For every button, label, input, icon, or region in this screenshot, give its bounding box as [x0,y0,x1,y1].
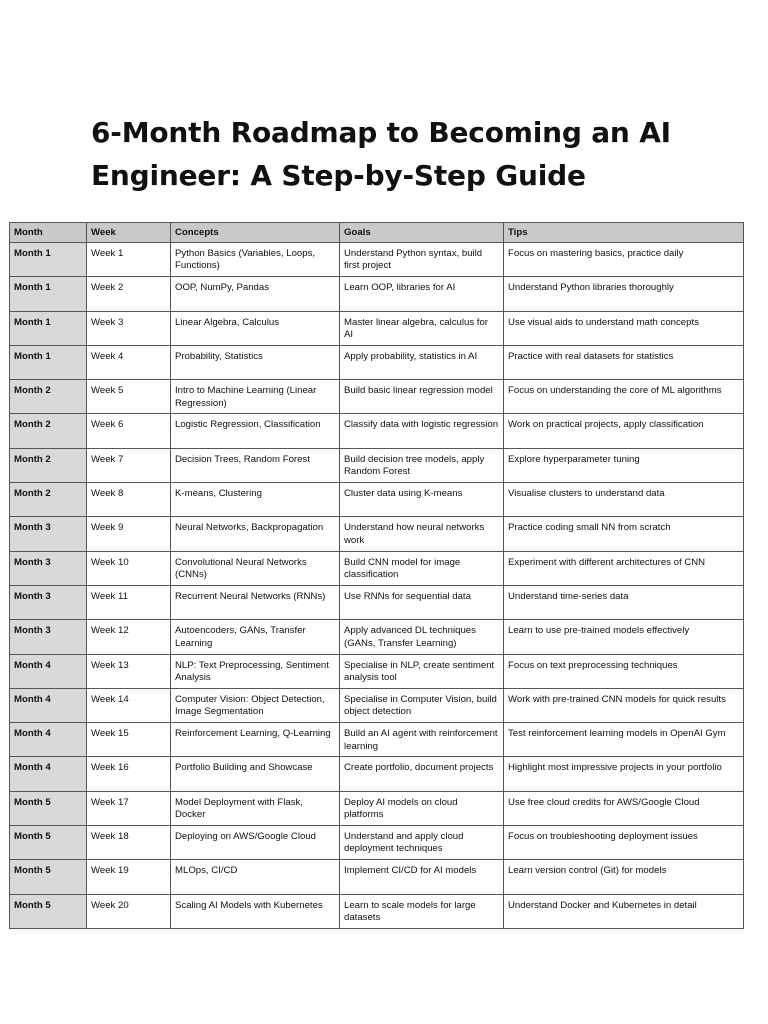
tips-cell: Use visual aids to understand math concepts [504,311,744,345]
week-cell: Week 19 [87,860,171,894]
tips-cell: Focus on mastering basics, practice daily [504,243,744,277]
table-body [10,243,744,929]
month-cell: Month 2 [10,483,87,517]
concepts-cell: Scaling AI Models with Kubernetes [171,894,340,928]
concepts-cell: Logistic Regression, Classification [171,414,340,448]
month-cell: Month 4 [10,688,87,722]
table-row [10,551,744,585]
header-month: Month [10,223,87,243]
month-cell: Month 5 [10,894,87,928]
concepts-cell: Autoencoders, GANs, Transfer Learning [171,620,340,654]
table-row [10,448,744,482]
table-row [10,277,744,311]
goals-cell: Deploy AI models on cloud platforms [340,791,504,825]
concepts-cell: Model Deployment with Flask, Docker [171,791,340,825]
tips-cell: Test reinforcement learning models in OpenAI Gym [504,723,744,757]
month-cell: Month 1 [10,311,87,345]
tips-cell: Work on practical projects, apply classification [504,414,744,448]
table-row [10,517,744,551]
week-cell: Week 4 [87,345,171,379]
week-cell: Week 1 [87,243,171,277]
goals-cell: Specialise in NLP, create sentiment analysis tool [340,654,504,688]
week-cell: Week 10 [87,551,171,585]
week-cell: Week 16 [87,757,171,791]
week-cell: Week 11 [87,585,171,619]
concepts-cell: Linear Algebra, Calculus [171,311,340,345]
tips-cell: Focus on troubleshooting deployment issues [504,826,744,860]
concepts-cell: Recurrent Neural Networks (RNNs) [171,585,340,619]
table-row [10,654,744,688]
concepts-cell: Convolutional Neural Networks (CNNs) [171,551,340,585]
tips-cell: Understand Docker and Kubernetes in detail [504,894,744,928]
goals-cell: Apply probability, statistics in AI [340,345,504,379]
table-row [10,345,744,379]
week-cell: Week 14 [87,688,171,722]
tips-cell: Practice coding small NN from scratch [504,517,744,551]
concepts-cell: OOP, NumPy, Pandas [171,277,340,311]
tips-cell: Focus on understanding the core of ML algorithms [504,380,744,414]
tips-cell: Understand Python libraries thoroughly [504,277,744,311]
tips-cell: Focus on text preprocessing techniques [504,654,744,688]
goals-cell: Specialise in Computer Vision, build object detection [340,688,504,722]
concepts-cell: Python Basics (Variables, Loops, Functions) [171,243,340,277]
concepts-cell: Decision Trees, Random Forest [171,448,340,482]
week-cell: Week 20 [87,894,171,928]
page-title: 6-Month Roadmap to Becoming an AI Engineer: A Step-by-Step Guide [91,116,671,192]
goals-cell: Understand and apply cloud deployment techniques [340,826,504,860]
tips-cell: Visualise clusters to understand data [504,483,744,517]
tips-cell: Explore hyperparameter tuning [504,448,744,482]
concepts-cell: NLP: Text Preprocessing, Sentiment Analysis [171,654,340,688]
goals-cell: Apply advanced DL techniques (GANs, Transfer Learning) [340,620,504,654]
table-row [10,243,744,277]
table-row [10,894,744,928]
tips-cell: Learn version control (Git) for models [504,860,744,894]
month-cell: Month 2 [10,448,87,482]
week-cell: Week 7 [87,448,171,482]
month-cell: Month 4 [10,757,87,791]
tips-cell: Understand time-series data [504,585,744,619]
goals-cell: Build CNN model for image classification [340,551,504,585]
table-row [10,826,744,860]
month-cell: Month 5 [10,860,87,894]
concepts-cell: K-means, Clustering [171,483,340,517]
goals-cell: Cluster data using K-means [340,483,504,517]
goals-cell: Create portfolio, document projects [340,757,504,791]
week-cell: Week 17 [87,791,171,825]
week-cell: Week 15 [87,723,171,757]
week-cell: Week 2 [87,277,171,311]
month-cell: Month 3 [10,585,87,619]
tips-cell: Experiment with different architectures of CNN [504,551,744,585]
week-cell: Week 9 [87,517,171,551]
month-cell: Month 3 [10,517,87,551]
month-cell: Month 2 [10,380,87,414]
week-cell: Week 8 [87,483,171,517]
goals-cell: Learn OOP, libraries for AI [340,277,504,311]
week-cell: Week 3 [87,311,171,345]
table-header-row [10,223,744,243]
week-cell: Week 5 [87,380,171,414]
week-cell: Week 12 [87,620,171,654]
table-row [10,380,744,414]
table-row [10,757,744,791]
concepts-cell: Computer Vision: Object Detection, Image Segmentation [171,688,340,722]
concepts-cell: Neural Networks, Backpropagation [171,517,340,551]
tips-cell: Learn to use pre-trained models effectively [504,620,744,654]
header-week: Week [87,223,171,243]
concepts-cell: Intro to Machine Learning (Linear Regression) [171,380,340,414]
roadmap-table [9,222,744,929]
month-cell: Month 5 [10,791,87,825]
month-cell: Month 4 [10,723,87,757]
concepts-cell: Reinforcement Learning, Q-Learning [171,723,340,757]
month-cell: Month 4 [10,654,87,688]
tips-cell: Work with pre-trained CNN models for quick results [504,688,744,722]
goals-cell: Build decision tree models, apply Random Forest [340,448,504,482]
month-cell: Month 1 [10,277,87,311]
goals-cell: Learn to scale models for large datasets [340,894,504,928]
week-cell: Week 18 [87,826,171,860]
table-row [10,860,744,894]
goals-cell: Understand Python syntax, build first project [340,243,504,277]
week-cell: Week 6 [87,414,171,448]
header-concepts: Concepts [171,223,340,243]
month-cell: Month 5 [10,826,87,860]
month-cell: Month 1 [10,243,87,277]
table-row [10,483,744,517]
goals-cell: Master linear algebra, calculus for AI [340,311,504,345]
concepts-cell: Portfolio Building and Showcase [171,757,340,791]
table-row [10,620,744,654]
table-row [10,414,744,448]
goals-cell: Classify data with logistic regression [340,414,504,448]
tips-cell: Use free cloud credits for AWS/Google Cloud [504,791,744,825]
concepts-cell: MLOps, CI/CD [171,860,340,894]
header-tips: Tips [504,223,744,243]
table-row [10,688,744,722]
goals-cell: Implement CI/CD for AI models [340,860,504,894]
table-row [10,791,744,825]
concepts-cell: Deploying on AWS/Google Cloud [171,826,340,860]
goals-cell: Build an AI agent with reinforcement learning [340,723,504,757]
tips-cell: Highlight most impressive projects in your portfolio [504,757,744,791]
month-cell: Month 2 [10,414,87,448]
header-goals: Goals [340,223,504,243]
table-row [10,311,744,345]
table-row [10,723,744,757]
concepts-cell: Probability, Statistics [171,345,340,379]
table-row [10,585,744,619]
goals-cell: Use RNNs for sequential data [340,585,504,619]
goals-cell: Build basic linear regression model [340,380,504,414]
week-cell: Week 13 [87,654,171,688]
goals-cell: Understand how neural networks work [340,517,504,551]
month-cell: Month 1 [10,345,87,379]
month-cell: Month 3 [10,620,87,654]
month-cell: Month 3 [10,551,87,585]
tips-cell: Practice with real datasets for statistics [504,345,744,379]
